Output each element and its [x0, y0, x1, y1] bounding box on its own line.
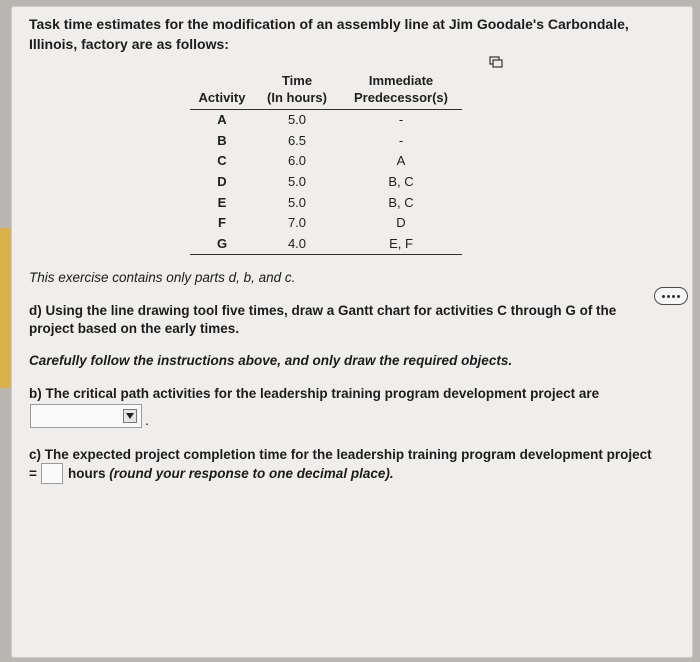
time-cell: 6.0	[287, 153, 307, 169]
predecessor-cell: E, F	[340, 234, 462, 255]
question-intro: Task time estimates for the modification of an assembly line at Jim Goodale's Carbondale, Illinois, factory are as follows:	[29, 16, 629, 52]
predecessor-cell: D	[396, 215, 406, 231]
table-header-row	[190, 72, 462, 110]
table-row	[190, 213, 462, 234]
header-time: Time (In hours)	[254, 72, 340, 110]
copy-icon[interactable]	[489, 56, 503, 68]
table-row	[190, 234, 462, 255]
activity-cell: A	[217, 112, 227, 128]
predecessor-cell: B, C	[388, 194, 414, 210]
table-row	[190, 131, 462, 152]
completion-time-input[interactable]	[41, 463, 63, 484]
rounding-note: (round your response to one decimal place).	[109, 466, 394, 481]
predecessor-cell: -	[398, 132, 404, 148]
task-time-table	[190, 72, 462, 255]
instructions-text: Carefully follow the instructions above, and only draw the required objects.	[29, 353, 513, 368]
sentence-period: .	[145, 412, 149, 428]
table-row	[190, 151, 462, 172]
critical-path-dropdown[interactable]	[30, 404, 142, 428]
parts-note: This exercise contains only parts d, b, and c.	[29, 270, 296, 285]
part-d-text: d) Using the line drawing tool five times, draw a Gantt chart for activities C through G of the project based on the early times.	[29, 303, 617, 336]
activity-cell: C	[217, 153, 227, 169]
header-activity: Activity	[190, 72, 254, 110]
hours-label: hours (round your response to one decimal place).	[68, 466, 394, 481]
activity-cell: D	[217, 174, 227, 190]
activity-cell: F	[218, 215, 226, 231]
table-row	[190, 172, 462, 193]
part-c-text: c) The expected project completion time for the leadership training program development project	[29, 447, 652, 462]
activity-cell: G	[190, 234, 254, 255]
part-b-text: b) The critical path activities for the leadership training program development project are	[29, 386, 600, 401]
more-options-icon	[662, 295, 665, 298]
header-predecessors: Immediate Predecessor(s)	[340, 72, 462, 110]
table-row	[190, 110, 462, 131]
predecessor-cell: B, C	[388, 174, 414, 190]
activity-cell: B	[217, 132, 227, 148]
time-cell: 6.5	[287, 132, 307, 148]
predecessor-cell: -	[398, 112, 404, 128]
time-cell: 4.0	[254, 234, 340, 255]
more-options-button[interactable]	[654, 287, 688, 305]
equals-sign: =	[29, 466, 37, 481]
time-cell: 7.0	[287, 215, 307, 231]
time-cell: 5.0	[287, 112, 307, 128]
side-accent-strip	[0, 228, 11, 388]
predecessor-cell: A	[396, 153, 406, 169]
time-cell: 5.0	[287, 194, 307, 210]
time-cell: 5.0	[287, 174, 307, 190]
activity-cell: E	[217, 194, 227, 210]
table-row	[190, 192, 462, 213]
chevron-down-icon[interactable]	[123, 409, 137, 423]
